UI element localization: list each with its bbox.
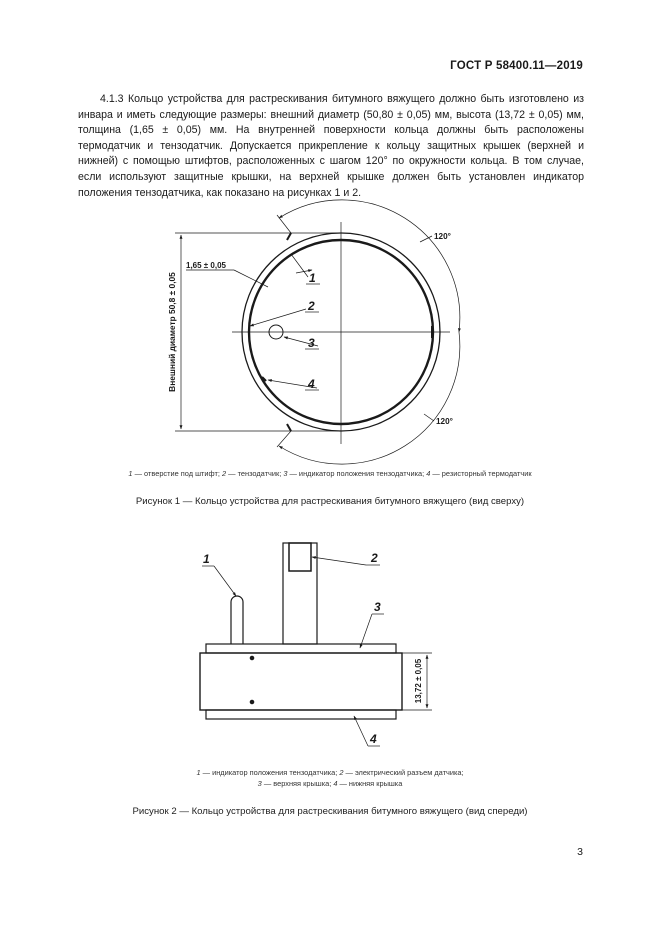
page-number: 3 [577, 846, 583, 858]
f2-leader-4b [354, 716, 368, 746]
f2-callout-1: 1 [203, 552, 210, 566]
paragraph-text: 4.1.3 Кольцо устройства для растрескивания битумного вяжущего должно быть изготовлено из инвара и иметь следующие размеры: внешний диаметр (50,80 ± 0,05) мм, высота (13,72 ± 0,05) мм, толщина (1,65 ± 0,05) мм. На внутренней поверхности кольца должны быть расположены термодатчик и тензодатчик. Допускается прикрепление к кольцу защитных крышек (верхней и нижней) с помощью штифтов, расположенных с шагом 120° по окружности кольца. В том случае, если используют защитные крышки, на верхней крышке должен быть установлен индикатор положения тензодатчика, как показано на рисунках 1 и 2. [78, 93, 584, 199]
ring-front-view [200, 543, 402, 719]
indicator-pin [231, 596, 243, 644]
angle-label-top: 120° [434, 232, 451, 241]
callout-4: 4 [308, 377, 315, 391]
f2-callout-4: 4 [370, 732, 377, 746]
figure2-caption: Рисунок 2 — Кольцо устройства для растрескивания битумного вяжущего (вид спереди) [132, 806, 528, 817]
ring-pin-upper [250, 656, 254, 660]
figure1-caption: Рисунок 1 — Кольцо устройства для растрескивания битумного вяжущего (вид сверху) [135, 496, 525, 507]
figure2-legend-line2: 3 — верхняя крышка; 4 — нижняя крышка [257, 779, 403, 788]
f2-leader-2b [312, 557, 366, 565]
f2-leader-1b [214, 566, 236, 596]
dim-diameter-label: Внешний диаметр 50,8 ± 0,05 [167, 272, 177, 392]
f2-callout-2: 2 [371, 551, 378, 565]
f2-callout-3: 3 [374, 600, 381, 614]
ring-pin-lower [250, 700, 254, 704]
dim-height-label: 13,72 ± 0,05 [414, 658, 423, 704]
figure2-legend [60, 767, 600, 789]
callout-2: 2 [308, 299, 315, 313]
callout-1: 1 [309, 271, 316, 285]
figure1-legend: 1 — отверстие под штифт; 2 — тензодатчик; 3 — индикатор положения тензодатчика; 4 — резисторный термодатчик [128, 469, 532, 478]
top-cover [206, 644, 396, 653]
bottom-cover [206, 710, 396, 719]
figure2-legend-line1: 1 — индикатор положения тензодатчика; 2 — электрический разъем датчика; [196, 768, 464, 777]
angle-label-bottom: 120° [436, 417, 453, 426]
dim-thickness-label: 1,65 ± 0,05 [186, 261, 226, 270]
f2-leader-3b [360, 614, 372, 648]
document-header: ГОСТ Р 58400.11—2019 [450, 60, 583, 72]
ring-body [200, 653, 402, 710]
callout-3: 3 [308, 336, 315, 350]
connector-housing [283, 543, 317, 644]
connector-plug [289, 543, 311, 571]
